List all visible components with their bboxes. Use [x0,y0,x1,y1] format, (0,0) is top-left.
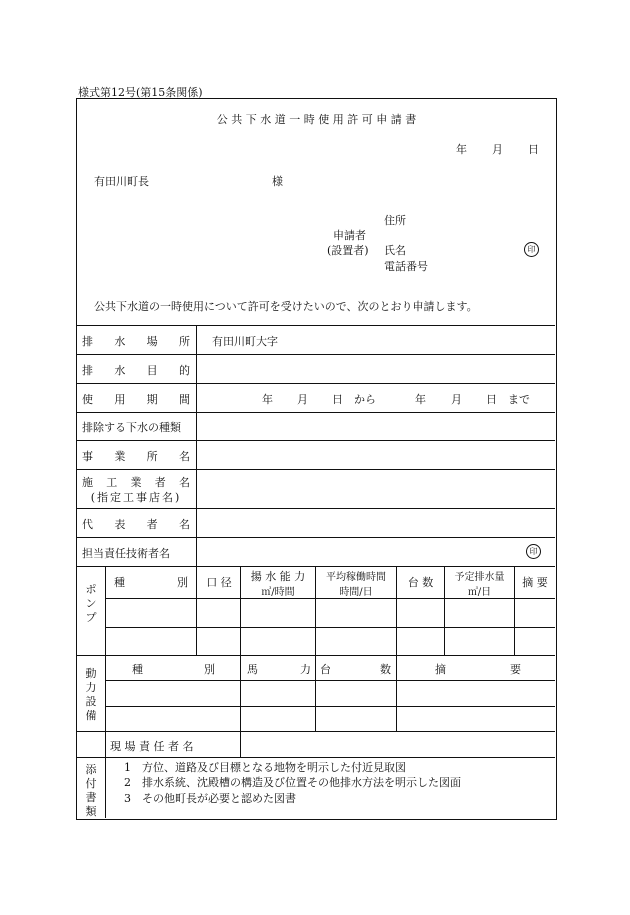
power-header-remarks-1: 摘 [435,663,446,676]
power-header-hp-1: 馬 [247,663,258,676]
pump-header-capacity: 揚 水 能 力 [250,570,306,583]
intro-text: 公共下水道の一時使用について許可を受けたいので、次のとおり申請します。 [94,300,478,313]
power-row-1[interactable] [106,681,555,705]
applicant-address-label: 住所 [384,214,406,227]
purpose-field[interactable] [198,356,554,382]
rule [240,655,241,757]
site-manager-field[interactable] [242,733,554,756]
rule [77,383,555,384]
rule [77,757,555,758]
applicant-label: 申請者 [333,229,366,242]
date-year: 年 [456,143,467,156]
row-label-office: 事 業 所 名 [82,450,190,463]
rule [77,537,555,538]
row-label-period: 使 用 期 間 [82,393,190,406]
period-month-from: 月 [297,393,308,406]
power-header-type-2: 別 [204,663,215,676]
seal-mark: 印 [526,544,541,559]
rule [77,508,555,509]
period-year-from: 年 [262,393,273,406]
pump-header-bore: 口 径 [206,576,232,589]
row-label-contractor: 施 工 業 者 名 [82,476,190,489]
power-header-count-2: 数 [380,663,391,676]
pump-header-type-2: 別 [177,576,188,589]
applicant-phone-label: 電話番号 [384,260,428,273]
pump-row-1[interactable] [106,599,555,626]
seal-mark: 印 [524,242,539,257]
contractor-field[interactable] [198,471,554,507]
rule [77,354,555,355]
engineer-field[interactable] [198,539,518,565]
rule [196,325,197,566]
applicant-label-sub: (設置者) [327,244,369,257]
pump-header-type-1: 種 [114,576,125,589]
power-row-2[interactable] [106,707,555,730]
date-day: 日 [528,143,539,156]
row-label-location: 排 水 場 所 [82,335,190,348]
date-month: 月 [492,143,503,156]
rule [77,469,555,470]
pump-header-remarks: 摘 要 [522,576,548,589]
period-year-to: 年 [415,393,426,406]
rule [77,325,555,326]
row-label-contractor-sub: (指定工事店名) [90,491,182,504]
site-manager-label: 現 場 責 任 者 名 [110,740,194,753]
pump-header-planned-unit: ㎥/日 [467,587,492,598]
period-day-from: 日 [332,393,343,406]
attachment-item: 1 方位、道路及び目標となる地物を明示した付近見取図 [124,761,406,774]
form-reference: 様式第12号(第15条関係) [78,86,203,99]
pump-header-avg-op: 平均稼働時間 [326,572,386,583]
row-label-purpose: 排 水 目 的 [82,364,190,377]
row-label-representative: 代 表 者 名 [82,518,190,531]
attachments-label: 添 付 書 類 [85,763,97,818]
period-from: から [354,393,376,406]
attachment-item: 3 その他町長が必要と認めた図書 [124,792,296,805]
pump-row-2[interactable] [106,628,555,654]
rule [77,440,555,441]
power-header-count-1: 台 [320,663,331,676]
pump-header-count: 台 数 [407,576,434,589]
power-section-label: 動 力 設 備 [85,667,97,722]
honorific: 様 [272,175,283,188]
location-value[interactable]: 有田川町大字 [212,335,278,348]
period-to: まで [508,393,530,406]
power-header-remarks-2: 要 [510,663,521,676]
pump-header-planned: 予定排水量 [454,572,505,583]
rule [77,731,555,732]
period-day-to: 日 [486,393,497,406]
applicant-name-label: 氏名 [384,244,406,257]
office-field[interactable] [198,442,554,468]
sewage-type-field[interactable] [198,414,554,439]
rule [77,655,555,656]
power-header-hp-2: 力 [300,663,311,676]
power-header-type-1: 種 [132,663,143,676]
rule [77,566,555,567]
pump-header-avg-op-unit: 時間/日 [339,587,373,598]
representative-field[interactable] [198,510,554,536]
form-title: 公 共 下 水 道 一 時 使 用 許 可 申 請 書 [216,113,417,126]
row-label-sewage-type: 排除する下水の種類 [82,421,181,434]
pump-section-label: ポ ン プ [85,583,97,624]
period-month-to: 月 [451,393,462,406]
row-label-engineer: 担当責任技術者名 [82,547,170,560]
addressee: 有田川町長 [94,175,149,188]
attachment-item: 2 排水系統、沈殿槽の構造及び位置その他排水方法を明示した図面 [124,776,461,789]
rule [77,412,555,413]
pump-header-capacity-unit: ㎥/時間 [261,587,295,598]
